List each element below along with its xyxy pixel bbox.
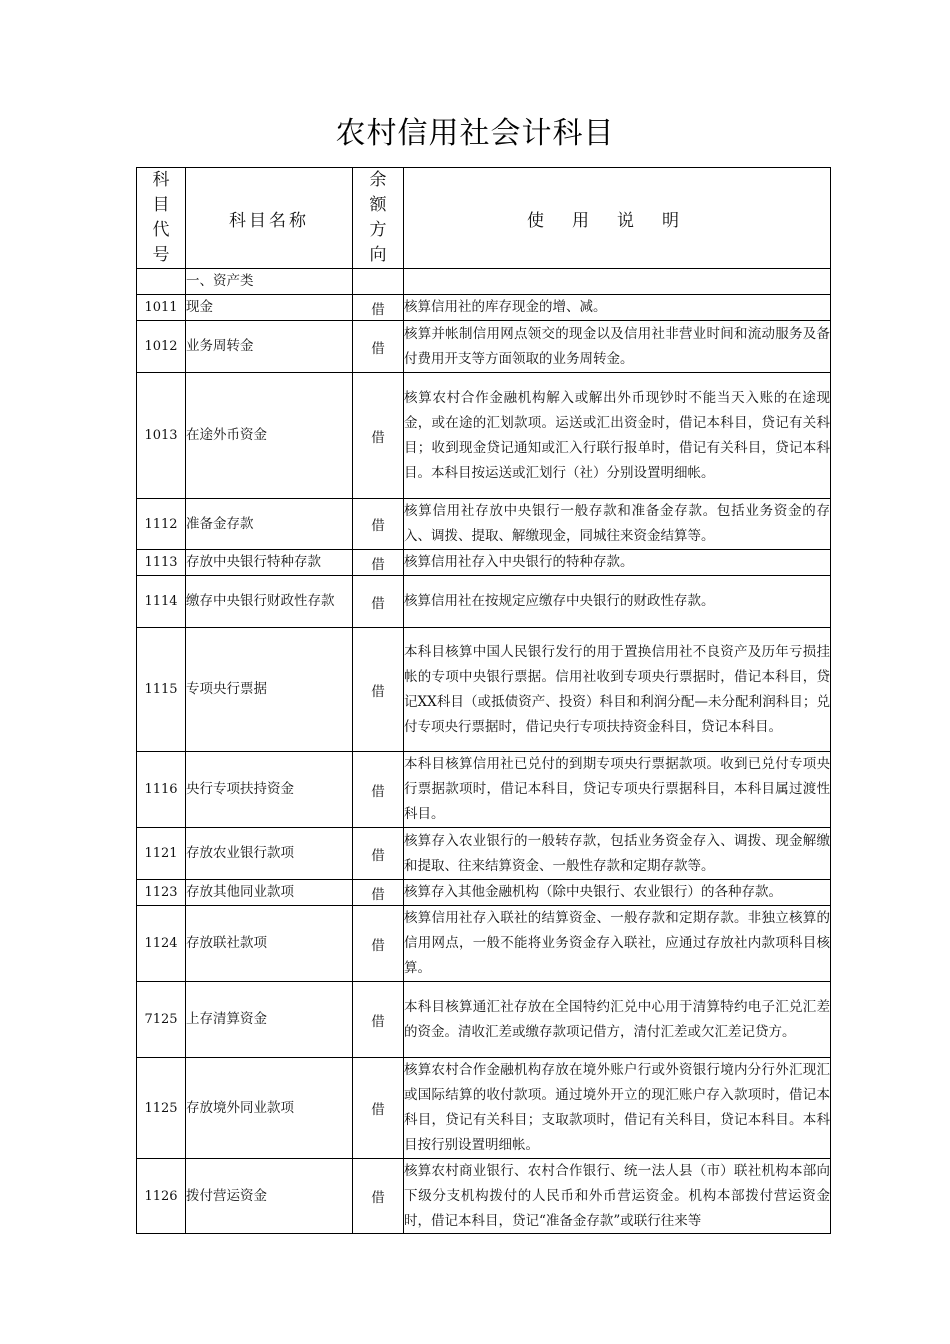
page-title: 农村信用社会计科目 <box>335 116 615 151</box>
account-code: 1115 <box>137 628 186 752</box>
account-name: 在途外币资金 <box>186 373 353 499</box>
account-code: 1112 <box>137 499 186 550</box>
balance-direction: 借 <box>353 982 404 1058</box>
account-description: 核算信用社存放中央银行一般存款和准备金存款。包括业务资金的存入、调拨、提取、解缴现金，同城往来资金结算等。 <box>404 499 831 550</box>
table-row <box>137 1058 831 1159</box>
header-name-text: 科目名称 <box>229 210 309 231</box>
account-name: 存放其他同业款项 <box>186 880 353 906</box>
header-direction-text: 余 额 方 向 <box>369 170 387 265</box>
account-description: 核算存入其他金融机构（除中央银行、农业银行）的各种存款。 <box>404 880 831 906</box>
account-code: 1113 <box>137 550 186 576</box>
account-description-text: 核算农村商业银行、农村合作银行、统一法人县（市）联社机构本部向下级分支机构拨付的人民币和外币营运资金。机构本部拨付营运资金时，借记本科目，贷记“准备金存款”或联行往来等 <box>404 1163 830 1229</box>
account-description: 本科目核算中国人民银行发行的用于置换信用社不良资产及历年亏损挂帐的专项中央银行票据。信用社收到专项央行票据时，借记本科目，贷记XX科目（或抵债资产、投资）科目和利润分配—未分配利润科目；兑付专项央行票据时，借记央行专项扶持资金科目，贷记本科目。 <box>404 628 831 752</box>
account-name: 准备金存款 <box>186 499 353 550</box>
table-row <box>137 321 831 373</box>
account-name: 存放联社款项 <box>186 906 353 982</box>
account-description <box>404 1159 831 1234</box>
section-label: 一、资产类 <box>186 269 353 295</box>
table-row <box>137 373 831 499</box>
section-description-cell <box>404 269 831 295</box>
section-direction-cell <box>353 269 404 295</box>
table-row <box>137 499 831 550</box>
balance-direction: 借 <box>353 828 404 880</box>
table-row <box>137 828 831 880</box>
account-code: 1121 <box>137 828 186 880</box>
table-row <box>137 576 831 628</box>
account-code: 1126 <box>137 1159 186 1234</box>
account-code: 1114 <box>137 576 186 628</box>
table-row <box>137 982 831 1058</box>
account-name: 缴存中央银行财政性存款 <box>186 576 353 628</box>
balance-direction: 借 <box>353 1159 404 1234</box>
account-description: 核算信用社存入联社的结算资金、一般存款和定期存款。非独立核算的信用网点，一般不能将业务资金存入联社，应通过存放社内款项科目核算。 <box>404 906 831 982</box>
table-row <box>137 628 831 752</box>
section-row <box>137 269 831 295</box>
balance-direction: 借 <box>353 628 404 752</box>
account-name: 上存清算资金 <box>186 982 353 1058</box>
table-row <box>137 550 831 576</box>
account-code: 1011 <box>137 295 186 321</box>
account-description: 本科目核算通汇社存放在全国特约汇兑中心用于清算特约电子汇兑汇差的资金。清收汇差或缴存款项记借方，清付汇差或欠汇差记贷方。 <box>404 982 831 1058</box>
header-description <box>404 168 831 269</box>
balance-direction: 借 <box>353 576 404 628</box>
account-name: 专项央行票据 <box>186 628 353 752</box>
account-code: 1124 <box>137 906 186 982</box>
balance-direction: 借 <box>353 1058 404 1159</box>
balance-direction: 借 <box>353 499 404 550</box>
account-code: 1013 <box>137 373 186 499</box>
account-description: 核算信用社在按规定应缴存中央银行的财政性存款。 <box>404 576 831 628</box>
header-code <box>137 168 186 269</box>
account-name: 拨付营运资金 <box>186 1159 353 1234</box>
account-description: 核算农村合作金融机构解入或解出外币现钞时不能当天入账的在途现金，或在途的汇划款项。运送或汇出资金时，借记本科目，贷记有关科目；收到现金贷记通知或汇入行联行报单时，借记有关科目，贷记本科目。本科目按运送或汇划行（社）分别设置明细帐。 <box>404 373 831 499</box>
table-row <box>137 880 831 906</box>
account-description: 核算信用社存入中央银行的特种存款。 <box>404 550 831 576</box>
account-name: 存放中央银行特种存款 <box>186 550 353 576</box>
table-row <box>137 295 831 321</box>
account-name: 现金 <box>186 295 353 321</box>
account-name: 央行专项扶持资金 <box>186 752 353 828</box>
account-name: 存放农业银行款项 <box>186 828 353 880</box>
account-code: 1012 <box>137 321 186 373</box>
account-description: 核算信用社的库存现金的增、减。 <box>404 295 831 321</box>
account-code: 7125 <box>137 982 186 1058</box>
header-direction <box>353 168 404 269</box>
balance-direction: 借 <box>353 752 404 828</box>
table-row <box>137 906 831 982</box>
balance-direction: 借 <box>353 321 404 373</box>
account-name: 业务周转金 <box>186 321 353 373</box>
account-description: 核算并帐制信用网点领交的现金以及信用社非营业时间和流动服务及备付费用开支等方面领取的业务周转金。 <box>404 321 831 373</box>
table-row <box>137 752 831 828</box>
header-description-text: 使用说明 <box>527 210 707 231</box>
balance-direction: 借 <box>353 550 404 576</box>
account-description: 本科目核算信用社已兑付的到期专项央行票据款项。收到已兑付专项央行票据款项时，借记本科目，贷记专项央行票据科目，本科目属过渡性科目。 <box>404 752 831 828</box>
accounts-table <box>136 167 831 1234</box>
table-row <box>137 1159 831 1234</box>
balance-direction: 借 <box>353 295 404 321</box>
balance-direction: 借 <box>353 880 404 906</box>
account-description: 核算农村合作金融机构存放在境外账户行或外资银行境内分行外汇现汇或国际结算的收付款项。通过境外开立的现汇账户存入款项时，借记本科目，贷记有关科目；支取款项时，借记有关科目，贷记本科目。本科目按行别设置明细帐。 <box>404 1058 831 1159</box>
account-description: 核算存入农业银行的一般转存款，包括业务资金存入、调拨、现金解缴和提取、往来结算资金、一般性存款和定期存款等。 <box>404 828 831 880</box>
section-code-cell <box>137 269 186 295</box>
account-code: 1123 <box>137 880 186 906</box>
balance-direction: 借 <box>353 906 404 982</box>
header-name <box>186 168 353 269</box>
balance-direction: 借 <box>353 373 404 499</box>
account-code: 1116 <box>137 752 186 828</box>
account-name: 存放境外同业款项 <box>186 1058 353 1159</box>
account-code: 1125 <box>137 1058 186 1159</box>
header-code-text: 科 目 代 号 <box>152 170 170 265</box>
table-header-row <box>137 168 831 269</box>
